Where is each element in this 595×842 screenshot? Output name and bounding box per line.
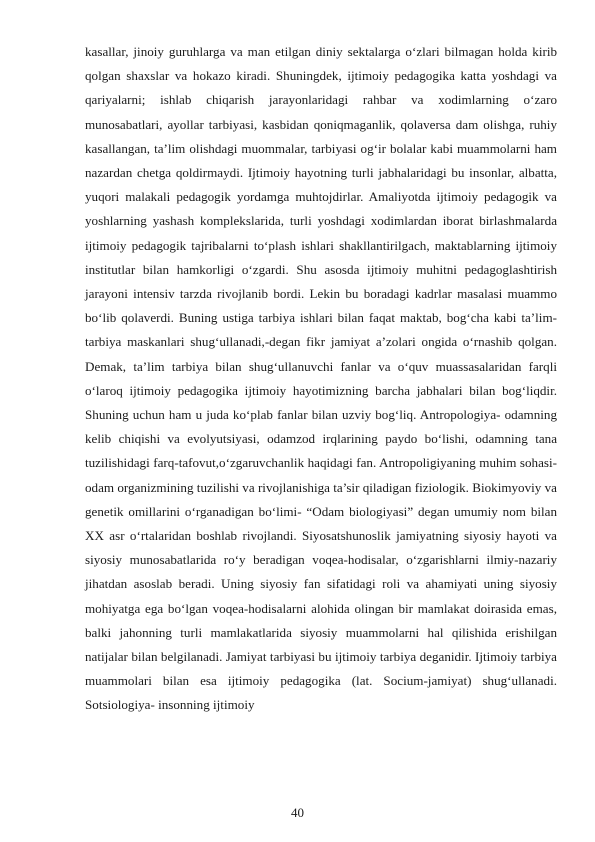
page-number: 40 — [291, 805, 304, 820]
body-paragraph: kasallar, jinoiy guruhlarga va man etilgan diniy sektalarga o‘zlari bilmagan holda kirib qolgan shaxslar va hokazo kiradi. Shuningdek, ijtimoiy pedagogika katta yoshdagi va qariyalarni; ishlab chiqarish jarayonlaridagi rahbar va xodimlarning o‘zaro munosabatlari, ayollar tarbiyasi, kasbidan qoniqmaganlik, qolaversa dam olishga, ruhiy kasallangan, ta’lim olishdagi muommalar, tarbiyasi og‘ir bolalar kabi muammolarni ham nazardan chetga qoldirmaydi. Ijtimoiy hayotning turli jabhalaridagi bu insonlar, albatta, yuqori malakali pedagogik yordamga muhtojdirlar. Amaliyotda ijtimoiy pedagogik va yoshlarning yashash komplekslarida, turli yoshdagi xodimlardan iborat birlashmalarda ijtimoiy pedagogik tajribalarni to‘plash ishlari shakllantirilgach, maktablarning ijtimoiy institutlar bilan hamkorligi o‘zgardi. Shu asosda ijtimoiy muhitni pedagoglashtirish jarayoni intensiv tarzda rivojlanib bordi. Lekin bu boradagi kadrlar masalasi muammo bo‘lib qolaverdi. Buning ustiga tarbiya ishlari bilan faqat maktab, bog‘cha kabi ta’lim-tarbiya maskanlari shug‘ullanadi,-degan fikr jamiyat a’zolari ongida o‘rnashib qolgan. Demak, ta’lim tarbiya bilan shug‘ullanuvchi fanlar va o‘quv muassasalaridan farqli o‘laroq ijtimoiy pedagogika ijtimoiy hayotimizning barcha jabhalari bilan bog‘liqdir. Shuning uchun ham u juda ko‘plab fanlar bilan uzviy bog‘liq. Antropologiya- odamning kelib chiqishi va evolyutsiyasi, odamzod irqlarining paydo bo‘lishi, odamning tana tuzilishidagi farq-tafovut,o‘zgaruvchanlik haqidagi fan. Antropoligiyaning muhim sohasi- odam organizmining tuzilishi va rivojlanishiga ta’sir qiladigan fiziologik. Biokimyoviy va genetik omillarini o‘rganadigan bo‘limi- “Odam biologiyasi” degan umumiy nom bilan XX asr o‘rtalaridan boshlab rivojlandi. Siyosatshunoslik jamiyatning siyosiy hayoti va siyosiy munosabatlarida ro‘y beradigan voqea-hodisalar, o‘zgarishlarni ilmiy-nazariy jihatdan asoslab beradi. Uning siyosiy fan sifatidagi roli va ahamiyati uning siyosiy mohiyatga ega bo‘lgan voqea-hodisalarni alohida olingan bir mamlakat doirasida emas, balki jahonning turli mamlakatlarida siyosiy muammolarni hal qilishida erishilgan natijalar bilan belgilanadi. Jamiyat tarbiyasi bu ijtimoiy tarbiya deganidir. Ijtimoiy tarbiya muammolari bilan esa ijtimoiy pedagogika (lat. Socium-jamiyat) shug‘ullanadi. Sotsiologiya- insonning ijtimoiy — [85, 44, 557, 713]
